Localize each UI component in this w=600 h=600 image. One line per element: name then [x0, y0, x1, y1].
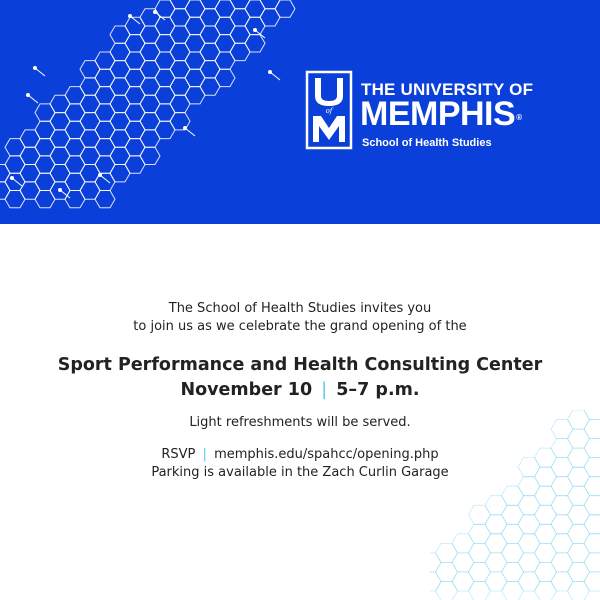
logo-memphis	[360, 95, 521, 134]
rsvp-label: RSVP	[161, 447, 196, 462]
svg-text:of: of	[325, 107, 333, 115]
header-banner	[0, 0, 600, 224]
logo-trademark: ®	[516, 113, 522, 122]
parking-note: Parking is available in the Zach Curlin Garage	[151, 465, 449, 480]
center-name-heading: Sport Performance and Health Consulting Center	[57, 355, 543, 375]
logo-university-of: THE UNIVERSITY OF	[361, 80, 534, 99]
intro-line-1: The School of Health Studies invites you	[168, 301, 432, 316]
refreshments-note: Light refreshments will be served.	[189, 415, 411, 430]
event-date: November 10	[180, 380, 313, 400]
date-time-line	[0, 378, 600, 402]
logo-memphis-text: MEMPHIS	[360, 95, 516, 133]
university-crest-icon	[305, 70, 353, 150]
corner-hexagon-pattern	[430, 410, 600, 600]
intro-line-2: to join us as we celebrate the grand opening of the	[133, 319, 467, 334]
logo-school-name: School of Health Studies	[362, 137, 492, 149]
rsvp-link[interactable]: memphis.edu/spahcc/opening.php	[214, 447, 439, 462]
rsvp-separator: |	[202, 447, 207, 462]
date-separator: |	[321, 380, 328, 400]
event-time: 5–7 p.m.	[336, 380, 420, 400]
